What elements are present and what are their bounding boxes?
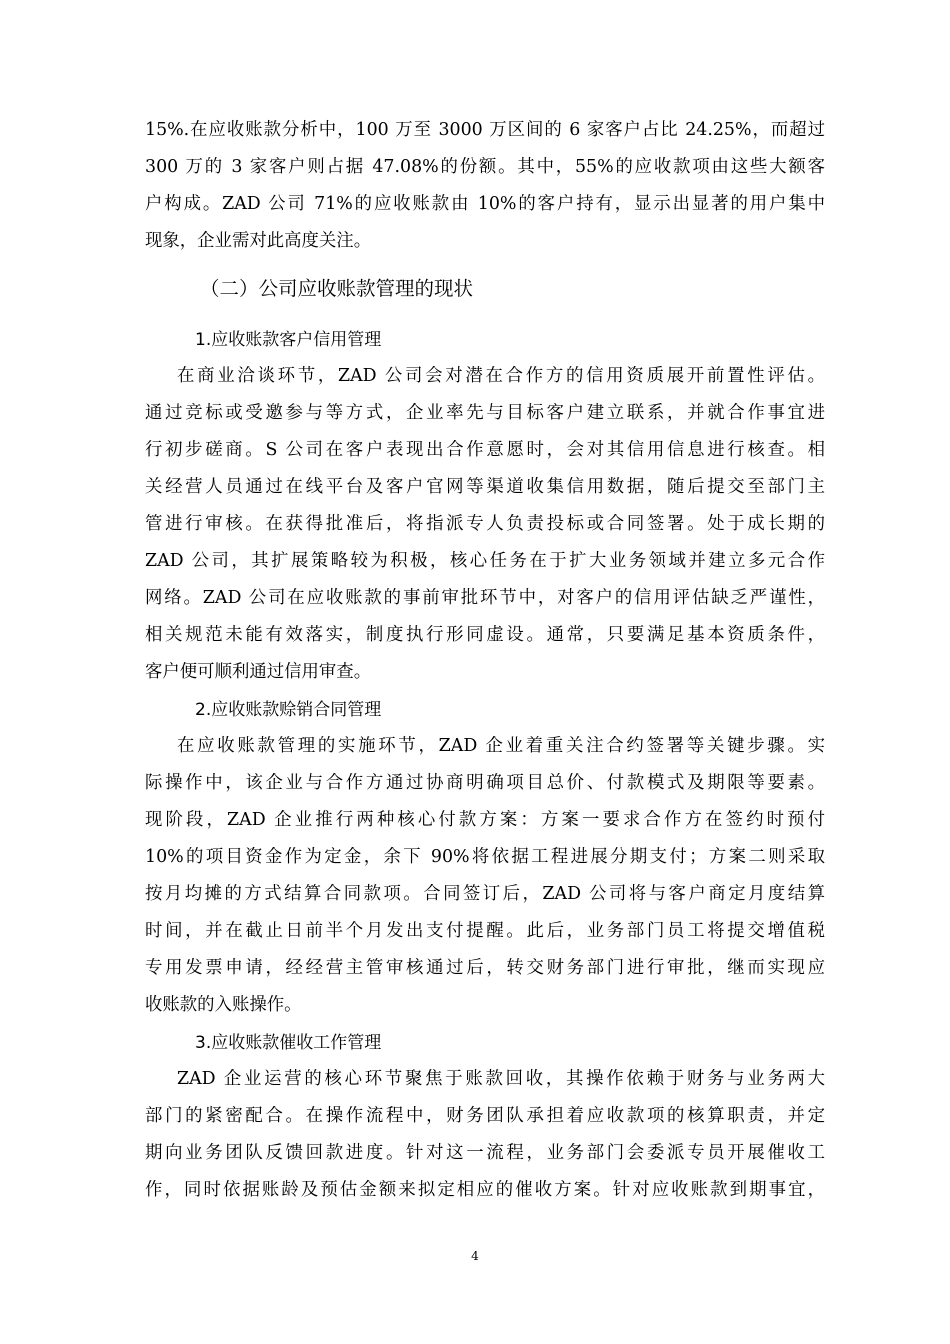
page-number: 4 <box>471 1249 479 1263</box>
paragraph-4-line-4: 作，同时依据账龄及预估金额来拟定相应的催收方案。针对应收账款到期事宜， <box>145 1180 825 1200</box>
paragraph-4-line-1: ZAD 企业运营的核心环节聚焦于账款回收，其操作依赖于财务与业务两大 <box>177 1069 825 1089</box>
paragraph-1-line-4: 现象，企业需对此高度关注。 <box>145 231 372 251</box>
paragraph-3-line-7: 专用发票申请，经经营主管审核通过后，转交财务部门进行审批，继而实现应 <box>145 958 825 978</box>
paragraph-3-line-2: 际操作中，该企业与合作方通过协商明确项目总价、付款模式及期限等要素。 <box>145 773 825 793</box>
paragraph-3-line-5: 按月均摊的方式结算合同款项。合同签订后，ZAD 公司将与客户商定月度结算 <box>145 884 825 904</box>
paragraph-2-line-8: 相关规范未能有效落实，制度执行形同虚设。通常，只要满足基本资质条件， <box>145 625 825 645</box>
paragraph-2-line-9: 客户便可顺利通过信用审查。 <box>145 662 372 682</box>
section-title: （二）公司应收账款管理的现状 <box>200 277 474 300</box>
paragraph-2-line-4: 关经营人员通过在线平台及客户官网等渠道收集信用数据，随后提交至部门主 <box>145 477 825 497</box>
paragraph-2-line-3: 行初步磋商。S 公司在客户表现出合作意愿时，会对其信用信息进行核查。相 <box>145 440 825 460</box>
paragraph-2-line-1: 在商业洽谈环节，ZAD 公司会对潜在合作方的信用资质展开前置性评估。 <box>177 366 825 386</box>
paragraph-2-line-7: 网络。ZAD 公司在应收账款的事前审批环节中，对客户的信用评估缺乏严谨性， <box>145 588 825 608</box>
paragraph-1-line-3: 户构成。ZAD 公司 71%的应收账款由 10%的客户持有，显示出显著的用户集中 <box>145 194 825 214</box>
paragraph-2-line-2: 通过竞标或受邀参与等方式，企业率先与目标客户建立联系，并就合作事宜进 <box>145 403 825 423</box>
paragraph-4-line-3: 期向业务团队反馈回款进度。针对这一流程，业务部门会委派专员开展催收工 <box>145 1143 825 1163</box>
subsection-1-title: 1.应收账款客户信用管理 <box>195 330 382 350</box>
paragraph-1-line-2: 300 万的 3 家客户则占据 47.08%的份额。其中，55%的应收款项由这些大额客 <box>145 157 825 177</box>
paragraph-2-line-6: ZAD 公司，其扩展策略较为积极，核心任务在于扩大业务领域并建立多元合作 <box>145 551 825 571</box>
paragraph-4-line-2: 部门的紧密配合。在操作流程中，财务团队承担着应收款项的核算职责，并定 <box>145 1106 825 1126</box>
subsection-3-title: 3.应收账款催收工作管理 <box>195 1033 382 1053</box>
paragraph-3-line-1: 在应收账款管理的实施环节，ZAD 企业着重关注合约签署等关键步骤。实 <box>177 736 825 756</box>
paragraph-3-line-8: 收账款的入账操作。 <box>145 995 302 1015</box>
subsection-2-title: 2.应收账款赊销合同管理 <box>195 700 382 720</box>
paragraph-3-line-3: 现阶段，ZAD 企业推行两种核心付款方案：方案一要求合作方在签约时预付 <box>145 810 825 830</box>
paragraph-2-line-5: 管进行审核。在获得批准后，将指派专人负责投标或合同签署。处于成长期的 <box>145 514 825 534</box>
paragraph-3-line-4: 10%的项目资金作为定金，余下 90%将依据工程进展分期支付；方案二则采取 <box>145 847 825 867</box>
paragraph-3-line-6: 时间，并在截止日前半个月发出支付提醒。此后，业务部门员工将提交增值税 <box>145 921 825 941</box>
paragraph-1-line-1: 15%.在应收账款分析中，100 万至 3000 万区间的 6 家客户占比 24.25%，而超过 <box>145 120 825 140</box>
